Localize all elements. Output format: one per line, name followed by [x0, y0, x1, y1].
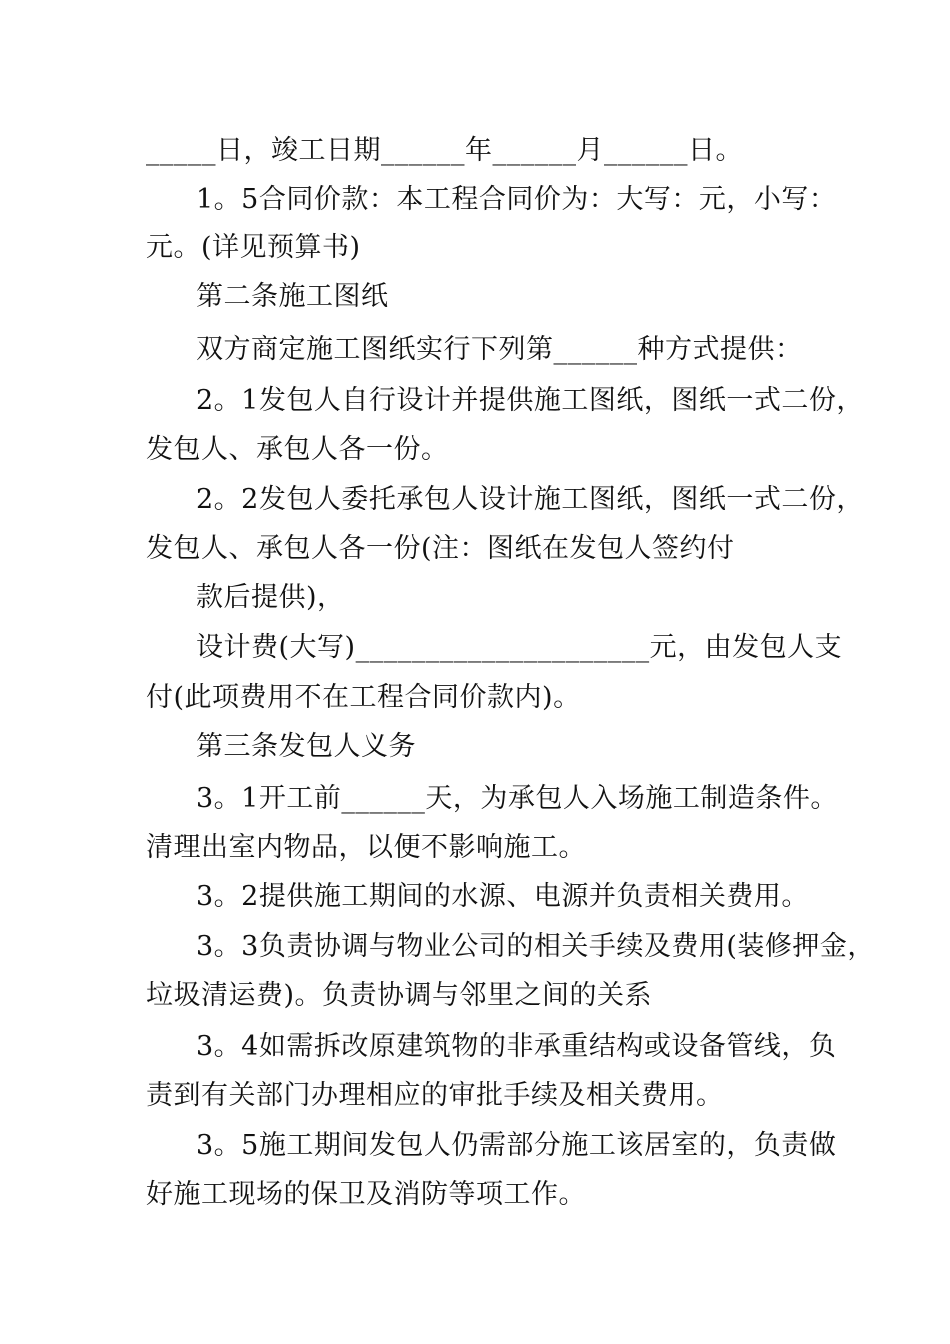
text-line-clause-2-2-cont: 发包人、承包人各一份(注：图纸在发包人签约付	[146, 533, 735, 564]
section-heading-employer-duties: 第三条发包人义务	[196, 731, 416, 762]
text-line-clause-2-1-cont: 发包人、承包人各一份。	[146, 434, 449, 465]
section-heading-drawings: 第二条施工图纸	[196, 281, 389, 312]
text-line-completion-date: _____日，竣工日期______年______月______日。	[146, 135, 743, 166]
text-line-clause-2-2-end: 款后提供)，	[196, 582, 345, 613]
text-line-clause-3-5-cont: 好施工现场的保卫及消防等项工作。	[146, 1179, 586, 1210]
text-line-clause-3-2: 3。2提供施工期间的水源、电源并负责相关费用。	[196, 881, 809, 912]
text-line-design-fee-cont: 付(此项费用不在工程合同价款内)。	[146, 682, 581, 713]
text-line-clause-3-5: 3。5施工期间发包人仍需部分施工该居室的，负责做	[196, 1130, 837, 1161]
text-line-clause-3-1-cont: 清理出室内物品，以便不影响施工。	[146, 832, 586, 863]
text-line-design-fee: 设计费(大写)_____________________元，由发包人支	[196, 632, 843, 663]
text-line-contract-price: 1。5合同价款：本工程合同价为：大写：元，小写：	[196, 184, 837, 215]
text-line-clause-3-1: 3。1开工前______天，为承包人入场施工制造条件。	[196, 783, 838, 814]
text-line-clause-3-4: 3。4如需拆改原建筑物的非承重结构或设备管线，负	[196, 1031, 837, 1062]
text-line-clause-3-3: 3。3负责协调与物业公司的相关手续及费用(装修押金，	[196, 931, 875, 962]
text-line-clause-3-4-cont: 责到有关部门办理相应的审批手续及相关费用。	[146, 1080, 724, 1111]
text-line-clause-2-1: 2。1发包人自行设计并提供施工图纸，图纸一式二份，	[196, 385, 864, 416]
text-line-clause-3-3-cont: 垃圾清运费)。负责协调与邻里之间的关系	[146, 980, 653, 1011]
text-line-clause-2-2: 2。2发包人委托承包人设计施工图纸，图纸一式二份，	[196, 484, 864, 515]
text-line-drawing-method: 双方商定施工图纸实行下列第______种方式提供：	[196, 334, 803, 365]
text-line-budget-note: 元。(详见预算书)	[146, 232, 361, 263]
